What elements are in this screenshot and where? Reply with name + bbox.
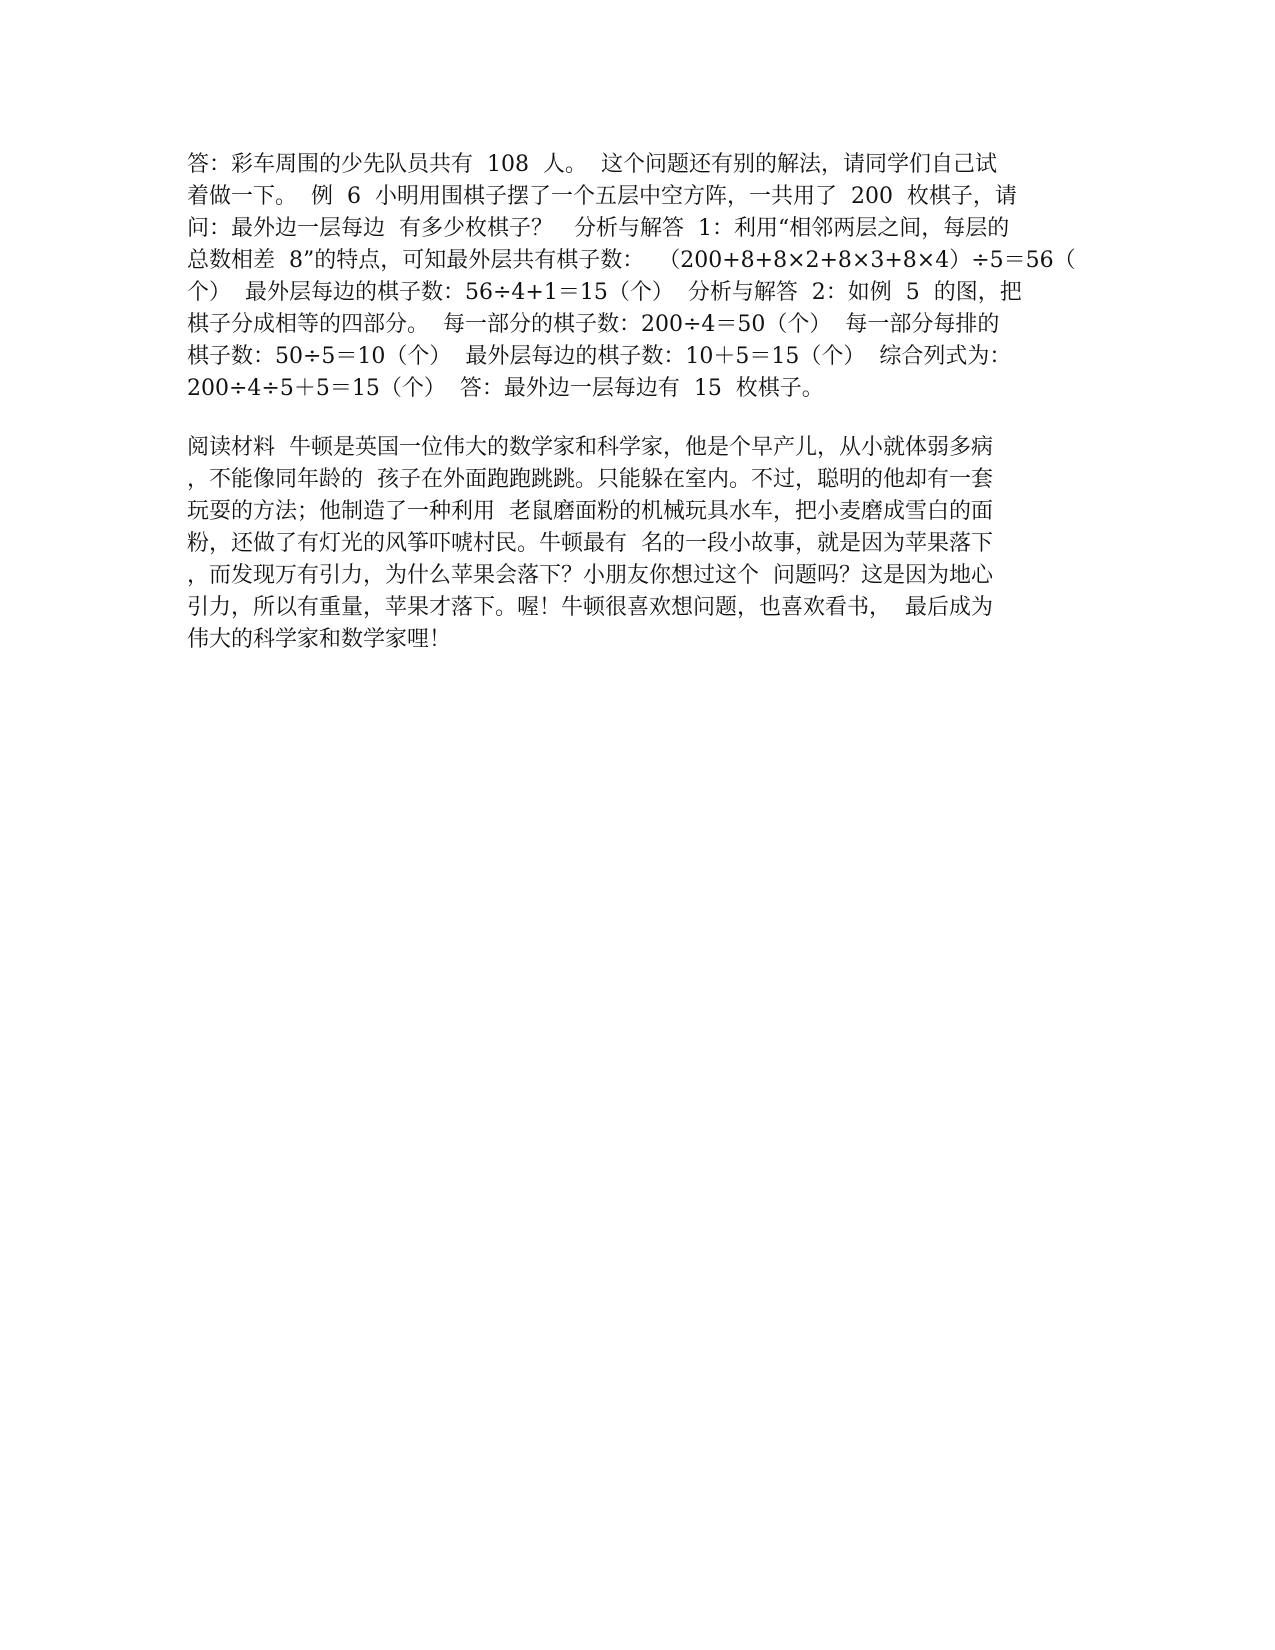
text-line: 阅读材料 牛顿是英国一位伟大的数学家和科学家，他是个早产儿，从小就体弱多病: [187, 435, 993, 460]
paragraph-solution: [187, 149, 1087, 405]
text-line: ，而发现万有引力，为什么苹果会落下？小朋友你想过这个 问题吗？这是因为地心: [187, 563, 993, 588]
text-line: 着做一下。 例 6 小明用围棋子摆了一个五层中空方阵，一共用了 200 枚棋子，请: [187, 184, 1017, 209]
text-line: 棋子数：50÷5＝10（个） 最外层每边的棋子数：10＋5＝15（个） 综合列式为：: [187, 344, 1012, 369]
text-line: 个） 最外层每边的棋子数：56÷4+1＝15（个） 分析与解答 2：如例 5 的图，把: [187, 280, 1022, 305]
text-line: 答：彩车周围的少先队员共有 108 人。 这个问题还有别的解法，请同学们自己试: [187, 152, 997, 177]
text-line: 200÷4÷5＋5＝15（个） 答：最外边一层每边有 15 枚棋子。: [187, 376, 824, 401]
text-line: 总数相差 8”的特点，可知最外层共有棋子数： （200+8+8×2+8×3+8×4）÷5＝56（: [187, 248, 1076, 273]
text-line: ，不能像同年龄的 孩子在外面跑跑跳跳。只能躲在室内。不过，聪明的他却有一套: [187, 467, 993, 492]
text-line: 玩耍的方法；他制造了一种利用 老鼠磨面粉的机械玩具水车，把小麦磨成雪白的面: [187, 499, 993, 524]
paragraph-reading-material: [187, 432, 1087, 656]
text-line: 问：最外边一层每边 有多少枚棋子？ 分析与解答 1：利用“相邻两层之间，每层的: [187, 216, 1010, 241]
text-line: 引力，所以有重量，苹果才落下。喔！牛顿很喜欢想问题，也喜欢看书， 最后成为: [187, 595, 993, 620]
text-line: 粉，还做了有灯光的风筝吓唬村民。牛顿最有 名的一段小故事，就是因为苹果落下: [187, 531, 993, 556]
text-line: 棋子分成相等的四部分。 每一部分的棋子数：200÷4＝50（个） 每一部分每排的: [187, 312, 1000, 337]
text-line: 伟大的科学家和数学家哩！: [187, 627, 452, 652]
